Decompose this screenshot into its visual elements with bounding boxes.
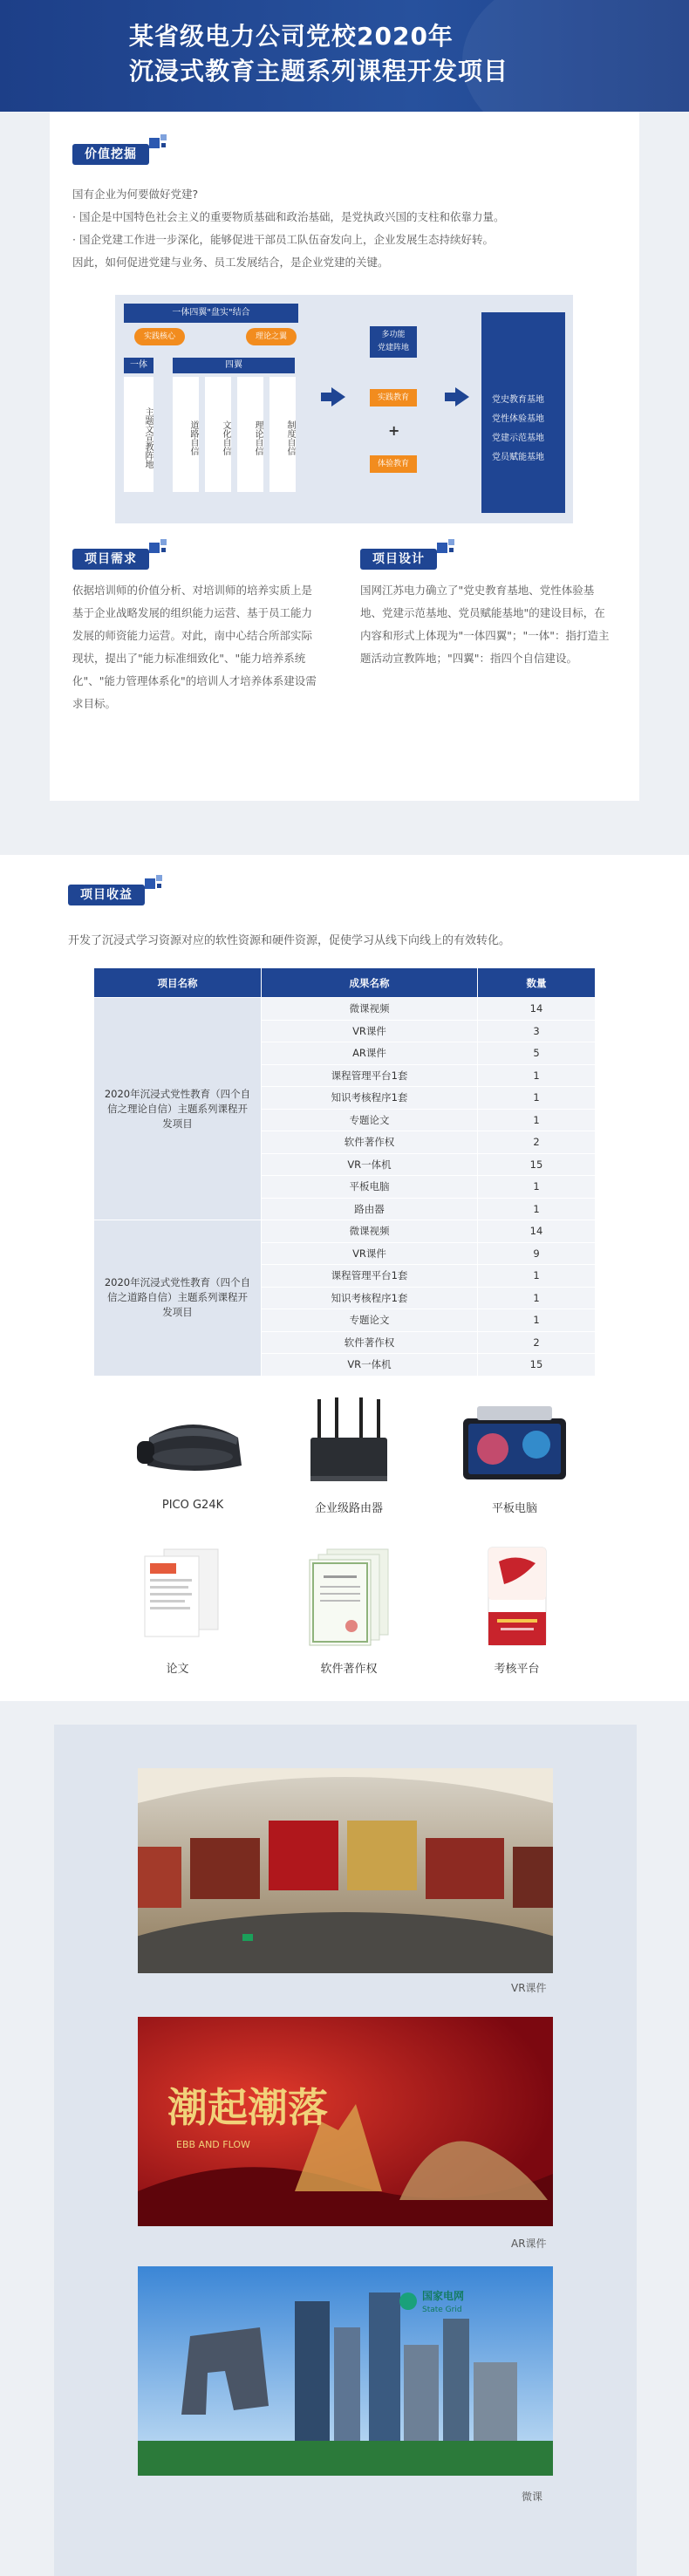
title-line-1: 某省级电力公司党校2020年: [129, 22, 454, 51]
value-conclusion: 因此，如何促进党建与业务、员工发展结合，是企业党建的关键。: [72, 256, 389, 269]
arrow-right-icon: [455, 387, 469, 407]
diagram-multi-box: [370, 326, 417, 358]
need-text: 依据培训师的价值分析、对培训师的培养实质上是基于企业战略发展的组织能力运营、基于员工能力发展的师资能力运营。对此，南中心结合所部实际现状，提出了"能力标准细致化"、"能力培养系统化"、"能力管理体系化"的培训人才培养体系建设需求目标。: [72, 584, 317, 710]
squares-icon: [146, 537, 172, 564]
result-name-cell: AR课件: [262, 1042, 478, 1065]
product-caption: 论文: [166, 1663, 189, 1676]
diagram-siyi-title: 四翼: [173, 358, 295, 373]
value-tag: [72, 143, 172, 166]
ar-art-text: 潮起潮落: [167, 2084, 328, 2131]
quantity-cell: 3: [478, 1020, 596, 1042]
page-title: [129, 19, 508, 89]
quantity-cell: 1: [478, 1309, 596, 1332]
design-tag-label: 项目设计: [360, 549, 437, 570]
quantity-cell: 9: [478, 1242, 596, 1265]
result-name-cell: 微课视频: [262, 1220, 478, 1243]
result-name-cell: 微课视频: [262, 998, 478, 1021]
table-header-cell: 项目名称: [94, 968, 262, 998]
product-exam-platform: [467, 1544, 567, 1675]
ar-course-image: [138, 2017, 553, 2226]
result-name-cell: 平板电脑: [262, 1176, 478, 1199]
result-name-cell: 软件著作权: [262, 1131, 478, 1154]
diagram-multi-line-2: 党建阵地: [377, 344, 409, 352]
product-caption: PICO G24K: [161, 1499, 224, 1512]
quantity-cell: 1: [478, 1287, 596, 1309]
result-name-cell: 软件著作权: [262, 1331, 478, 1354]
diagram-bases-list: [481, 312, 565, 513]
quantity-cell: 15: [478, 1153, 596, 1176]
squares-icon: [146, 133, 172, 159]
value-point-1: · 国企是中国特色社会主义的重要物质基础和政治基础，是党执政兴国的支柱和依靠力量。: [72, 210, 505, 223]
table-header-cell: 数量: [478, 968, 596, 998]
quantity-cell: 1: [478, 1176, 596, 1199]
ar-art-subtext: EBB AND FLOW: [176, 2139, 250, 2150]
benefit-intro: 开发了沉浸式学习资源对应的软性资源和硬件资源，促使学习从线下向线上的有效转化。: [68, 934, 511, 947]
product-copyright: [288, 1544, 410, 1675]
diagram-top-bar: 一体四翼"盘实"结合: [124, 304, 298, 323]
result-name-cell: 课程管理平台1套: [262, 1265, 478, 1288]
diagram-siyi-column: 道路自信: [173, 377, 199, 492]
results-table: [93, 967, 596, 1377]
result-name-cell: 知识考核程序1套: [262, 1087, 478, 1110]
result-name-cell: VR一体机: [262, 1153, 478, 1176]
tablet-icon: [458, 1401, 571, 1488]
vr-headset-icon: [132, 1403, 254, 1490]
quantity-cell: 1: [478, 1198, 596, 1220]
benefit-tag: [68, 884, 167, 906]
diagram-plus: +: [388, 422, 400, 439]
diagram-base-item: 党员赋能基地: [492, 453, 544, 462]
product-router: [292, 1396, 406, 1513]
need-tag-label: 项目需求: [72, 549, 149, 570]
quantity-cell: 1: [478, 1265, 596, 1288]
diagram-siyi-column: 文化自信: [205, 377, 231, 492]
need-tag: [72, 548, 172, 571]
micro-course-image: [138, 2266, 553, 2476]
ar-poster-image: [138, 2017, 553, 2226]
design-tag: [360, 548, 460, 571]
value-tag-label: 价值挖掘: [72, 144, 149, 165]
value-point-2: · 国企党建工作进一步深化，能够促进干部员工队伍奋发向上，企业发展生态持续好转。: [72, 233, 494, 246]
title-line-2: 沉浸式教育主题系列课程开发项目: [129, 57, 509, 85]
squares-icon: [141, 873, 167, 899]
micro-logo-en: State Grid: [422, 2306, 462, 2314]
result-name-cell: VR课件: [262, 1020, 478, 1042]
diagram-experience: 体验教育: [370, 455, 417, 473]
product-caption: 软件著作权: [320, 1663, 378, 1676]
quantity-cell: 5: [478, 1042, 596, 1065]
certificate-icon: [292, 1544, 406, 1649]
squares-icon: [433, 537, 460, 564]
structure-diagram: [115, 295, 573, 523]
table-body: [94, 998, 596, 1377]
diagram-pill-left: 实践核心: [134, 328, 185, 345]
vr-caption: VR课件: [511, 1982, 547, 1994]
product-vr-headset: [119, 1396, 267, 1513]
quantity-cell: 14: [478, 1220, 596, 1243]
arrow-right-icon: [331, 387, 345, 407]
result-name-cell: 专题论文: [262, 1309, 478, 1332]
diagram-pill-right: 理论之翼: [246, 328, 297, 345]
diagram-yi-title: 一体: [124, 358, 153, 373]
table-header-row: [94, 968, 596, 998]
router-icon: [297, 1396, 401, 1487]
page-header: [0, 0, 689, 112]
table-row: [94, 998, 596, 1021]
vr-course-image: [138, 1768, 553, 1973]
benefit-tag-label: 项目收益: [68, 885, 145, 905]
quantity-cell: 2: [478, 1331, 596, 1354]
diagram-base-item: 党性体验基地: [492, 414, 544, 424]
value-card: [50, 112, 639, 801]
result-name-cell: 路由器: [262, 1198, 478, 1220]
design-text: 国网江苏电力确立了"党史教育基地、党性体验基地、党建示范基地、党员赋能基地"的建设目标，在内容和形式上体现为"一体四翼"；"一体"：指打造主题活动宣教阵地；"四翼"：指四个自信建设。: [360, 584, 610, 665]
exam-platform-icon: [478, 1544, 556, 1649]
table-row: [94, 1220, 596, 1243]
quantity-cell: 1: [478, 1064, 596, 1087]
micro-logo-cn: 国家电网: [422, 2290, 465, 2302]
micro-caption: 微课: [522, 2491, 543, 2503]
diagram-siyi-column: 理论自信: [237, 377, 263, 492]
quantity-cell: 2: [478, 1131, 596, 1154]
result-name-cell: 课程管理平台1套: [262, 1064, 478, 1087]
table-header-cell: 成果名称: [262, 968, 478, 998]
diagram-base-item: 党史教育基地: [492, 395, 544, 405]
product-tablet: [454, 1396, 576, 1513]
quantity-cell: 1: [478, 1087, 596, 1110]
diagram-base-item: 党建示范基地: [492, 434, 544, 443]
project-name-cell: 2020年沉浸式党性教育（四个自信之道路自信）主题系列课程开发项目: [94, 1220, 262, 1377]
result-name-cell: VR课件: [262, 1242, 478, 1265]
product-caption: 平板电脑: [491, 1502, 537, 1515]
diagram-multi-line-1: 多功能: [381, 331, 406, 339]
product-paper: [119, 1544, 236, 1675]
diagram-practice: 实践教育: [370, 389, 417, 407]
quantity-cell: 14: [478, 998, 596, 1021]
result-name-cell: VR一体机: [262, 1354, 478, 1377]
vr-panorama-image: [138, 1768, 553, 1973]
city-skyline-image: [138, 2266, 553, 2476]
product-caption: 企业级路由器: [314, 1502, 383, 1515]
result-name-cell: 知识考核程序1套: [262, 1287, 478, 1309]
diagram-siyi-column: 制度自信: [269, 377, 296, 492]
quantity-cell: 1: [478, 1109, 596, 1131]
value-text: [72, 183, 622, 274]
document-icon: [126, 1544, 230, 1649]
project-name-cell: 2020年沉浸式党性教育（四个自信之理论自信）主题系列课程开发项目: [94, 998, 262, 1220]
diagram-yi-column: 主题文宣教阵地: [124, 377, 153, 492]
result-name-cell: 专题论文: [262, 1109, 478, 1131]
value-question: 国有企业为何要做好党建?: [72, 188, 199, 201]
quantity-cell: 15: [478, 1354, 596, 1377]
ar-caption: AR课件: [511, 2238, 547, 2250]
product-caption: 考核平台: [494, 1663, 540, 1676]
